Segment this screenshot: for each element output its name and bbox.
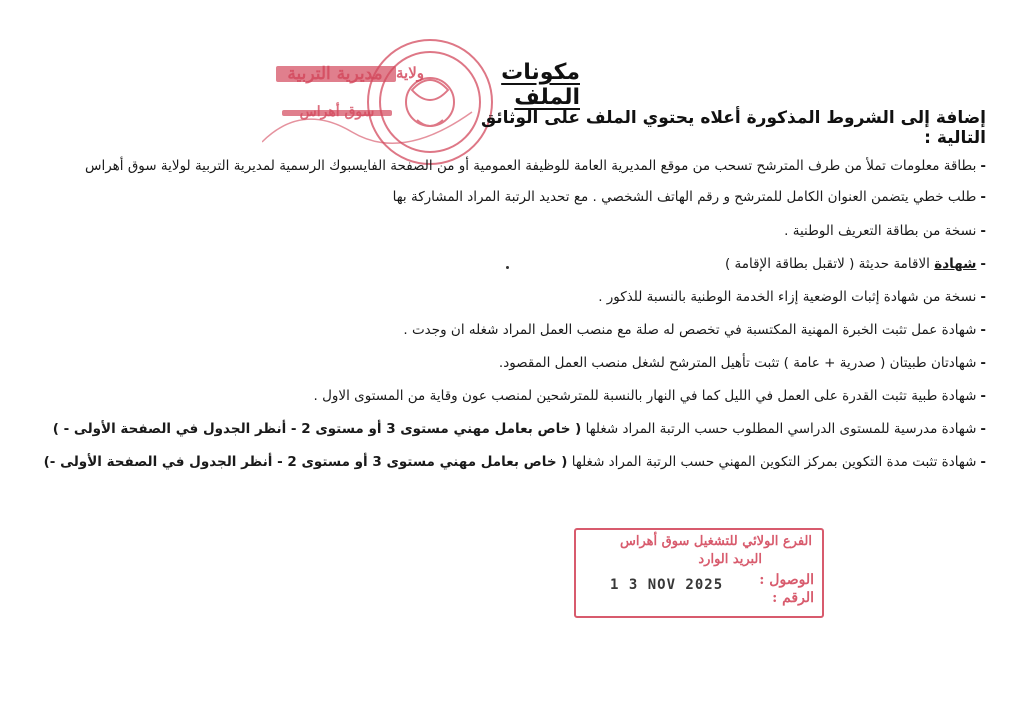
list-item: -بطاقة معلومات تملأ من طرف المترشح تسحب من موقع المديرية العامة للوظيفة العمومية أو من الصفحة الفايسبوك الرسمية لمديرية التربية لولاية سوق أهراس	[84, 158, 986, 174]
school-note: ( خاص بعامل مهني مستوى 3 أو مستوى 2 - أنظر الجدول في الصفحة الأولى - )	[52, 421, 582, 437]
list-item: -نسخة من بطاقة التعريف الوطنية .	[784, 223, 986, 239]
stamp-date: 1 3 NOV 2025	[610, 577, 724, 593]
list-item: -شهادة الاقامة حديثة ( لاتقبل بطاقة الإقامة )	[724, 256, 986, 272]
list-item: -طلب خطي يتضمن العنوان الكامل للمترشح و رقم الهاتف الشخصي . مع تحديد الرتبة المراد المشاركة بها	[392, 189, 986, 205]
list-item: -شهادتان طبيتان ( صدرية + عامة ) تثبت تأهيل المترشح لشغل منصب العمل المقصود.	[498, 355, 986, 371]
seal-line-3: سوق أهراس	[299, 104, 375, 120]
stray-mark	[506, 266, 509, 269]
training-note: ( خاص بعامل مهني مستوى 3 أو مستوى 2 - أنظر الجدول في الصفحة الأولى -)	[43, 454, 568, 470]
stamp-received-label: الوصول :	[759, 572, 814, 588]
received-stamp	[574, 528, 824, 618]
stamp-line-1: الفرع الولائي للتشغيل سوق أهراس	[620, 534, 812, 549]
stamp-line-2: البريد الوارد	[698, 552, 762, 567]
page-title: مكونات الملف	[501, 60, 580, 110]
list-item: -شهادة تثبت مدة التكوين بمركز التكوين المهني حسب الرتبة المراد شغلها ( خاص بعامل مهني مستوى 3 أو مستوى 2 - أنظر الجدول في الصفحة الأولى -)	[43, 454, 986, 470]
stamp-number-label: الرقم :	[772, 590, 814, 606]
list-item: -شهادة مدرسية للمستوى الدراسي المطلوب حسب الرتبة المراد شغلها ( خاص بعامل مهني مستوى 3 أو مستوى 2 - أنظر الجدول في الصفحة الأولى - )	[52, 421, 986, 437]
list-item: -شهادة طبية تثبت القدرة على العمل في الليل كما في النهار بالنسبة للمترشحين لمنصب عون وقاية من المستوى الاول .	[313, 388, 986, 404]
list-item: -شهادة عمل تثبت الخبرة المهنية المكتسبة في تخصص له صلة مع منصب العمل المراد شغله ان وجدت .	[403, 322, 986, 338]
residence-word: شهادة	[934, 256, 977, 272]
intro-heading: إضافة إلى الشروط المذكورة أعلاه يحتوي الملف على الوثائق التالية :	[480, 108, 986, 148]
list-item: -نسخة من شهادة إثبات الوضعية إزاء الخدمة الوطنية بالنسبة للذكور .	[598, 289, 986, 305]
seal-line-1: مديرية التربية	[287, 64, 383, 84]
seal-line-2: ولاية	[395, 64, 424, 82]
